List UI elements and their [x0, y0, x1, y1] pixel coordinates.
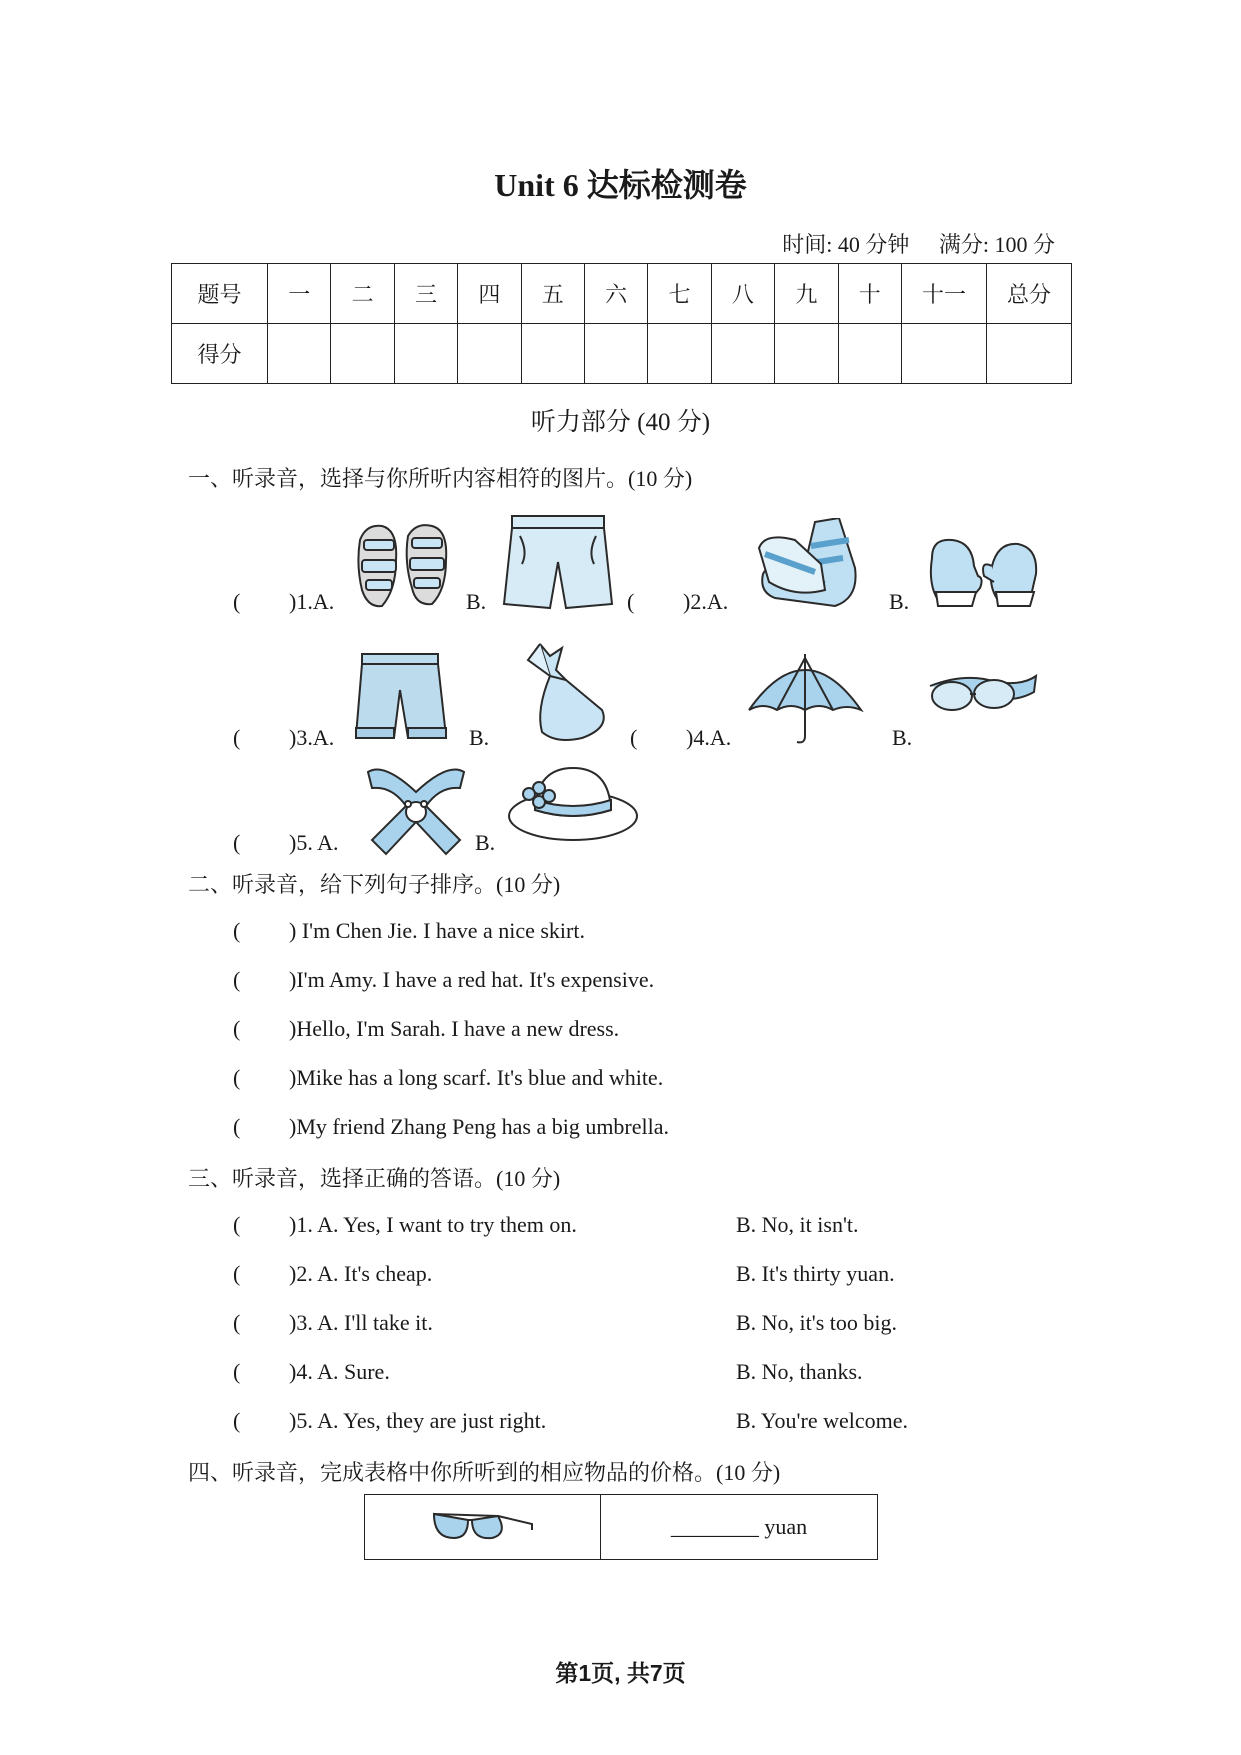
listening-section-title: 听力部分 (40 分): [530, 409, 711, 436]
time-limit: 时间: 40 分钟: [782, 232, 910, 257]
score-cell[interactable]: [331, 324, 394, 384]
score-cell[interactable]: [711, 324, 774, 384]
part1-q4-b: B.: [892, 725, 913, 750]
score-cell[interactable]: [584, 324, 647, 384]
full-score: 满分: 100 分: [938, 232, 1055, 257]
header-cell: 题号: [172, 264, 268, 324]
part2-sentence: ( )My friend Zhang Peng has a big umbrella.: [233, 1114, 670, 1139]
header-cell: 六: [584, 264, 647, 324]
dress-icon: [506, 640, 616, 746]
header-cell: 三: [394, 264, 457, 324]
score-cell[interactable]: [268, 324, 331, 384]
header-cell: 十: [838, 264, 901, 324]
exam-meta: [782, 228, 1055, 259]
page-footer: 第1页, 共7页: [555, 1660, 686, 1686]
score-cell[interactable]: [648, 324, 711, 384]
score-table-header-row: [172, 264, 1072, 324]
part3-item-b: B. No, it's too big.: [736, 1310, 898, 1335]
part3-item-b: B. It's thirty yuan.: [736, 1261, 895, 1286]
scarf-icon: [364, 762, 468, 856]
part3-item-b: B. No, thanks.: [736, 1359, 863, 1384]
umbrella-icon: [745, 650, 865, 746]
sunglasses-icon: [428, 1504, 538, 1544]
hat-icon: [505, 760, 641, 844]
header-cell: 十一: [902, 264, 987, 324]
part2-sentence: ( )I'm Amy. I have a red hat. It's expensive.: [233, 967, 655, 992]
header-cell: 总分: [987, 264, 1072, 324]
sandals-icon: [352, 520, 458, 612]
part4-heading: 四、听录音，完成表格中你所听到的相应物品的价格。(10 分): [188, 1460, 781, 1485]
part1-q5-b: B.: [475, 830, 496, 855]
part1-q4-a: ( )4.A.: [630, 725, 732, 750]
header-cell: 二: [331, 264, 394, 324]
part2-sentence: ( )Mike has a long scarf. It's blue and white.: [233, 1065, 664, 1090]
goggles-icon: [926, 668, 1040, 720]
part3-heading: 三、听录音，选择正确的答语。(10 分): [188, 1166, 561, 1191]
page-title: Unit 6 达标检测卷: [494, 167, 747, 203]
part1-q1-a: ( )1.A.: [233, 589, 335, 614]
score-cell[interactable]: [902, 324, 987, 384]
part3-item-b: B. No, it isn't.: [736, 1212, 859, 1237]
part2-sentence: ( )Hello, I'm Sarah. I have a new dress.: [233, 1016, 620, 1041]
price-item-cell: [365, 1495, 601, 1560]
part3-item-a: ( )2. A. It's cheap.: [233, 1261, 433, 1286]
jeans-shorts-icon: [352, 650, 450, 746]
socks-icon: [755, 518, 867, 610]
header-cell: 九: [775, 264, 838, 324]
part3-item-a: ( )1. A. Yes, I want to try them on.: [233, 1212, 577, 1237]
score-cell[interactable]: [458, 324, 521, 384]
price-answer-cell[interactable]: ________ yuan: [601, 1495, 878, 1560]
part2-sentence: ( ) I'm Chen Jie. I have a nice skirt.: [233, 918, 585, 943]
score-cell[interactable]: [838, 324, 901, 384]
score-cell[interactable]: [775, 324, 838, 384]
score-cell[interactable]: [521, 324, 584, 384]
header-cell: 五: [521, 264, 584, 324]
header-cell: 一: [268, 264, 331, 324]
header-cell: 七: [648, 264, 711, 324]
part1-q3-a: ( )3.A.: [233, 725, 335, 750]
part3-item-a: ( )3. A. I'll take it.: [233, 1310, 433, 1335]
price-table: [364, 1494, 878, 1560]
score-table: [171, 263, 1072, 384]
part3-item-a: ( )5. A. Yes, they are just right.: [233, 1408, 547, 1433]
shorts-icon: [500, 512, 616, 612]
part1-q5-a: ( )5. A.: [233, 830, 339, 855]
part1-q1-b: B.: [466, 589, 487, 614]
part1-q2-b: B.: [889, 589, 910, 614]
part2-heading: 二、听录音，给下列句子排序。(10 分): [188, 872, 561, 897]
score-cell[interactable]: [987, 324, 1072, 384]
score-table-score-row: [172, 324, 1072, 384]
part3-item-b: B. You're welcome.: [736, 1408, 909, 1433]
header-cell: 八: [711, 264, 774, 324]
part3-item-a: ( )4. A. Sure.: [233, 1359, 390, 1384]
mittens-icon: [922, 536, 1046, 612]
score-cell[interactable]: [394, 324, 457, 384]
part1-q3-b: B.: [469, 725, 490, 750]
part1-q2-a: ( )2.A.: [627, 589, 729, 614]
header-cell: 四: [458, 264, 521, 324]
row-label: 得分: [172, 324, 268, 384]
part1-heading: 一、听录音，选择与你所听内容相符的图片。(10 分): [188, 466, 693, 491]
